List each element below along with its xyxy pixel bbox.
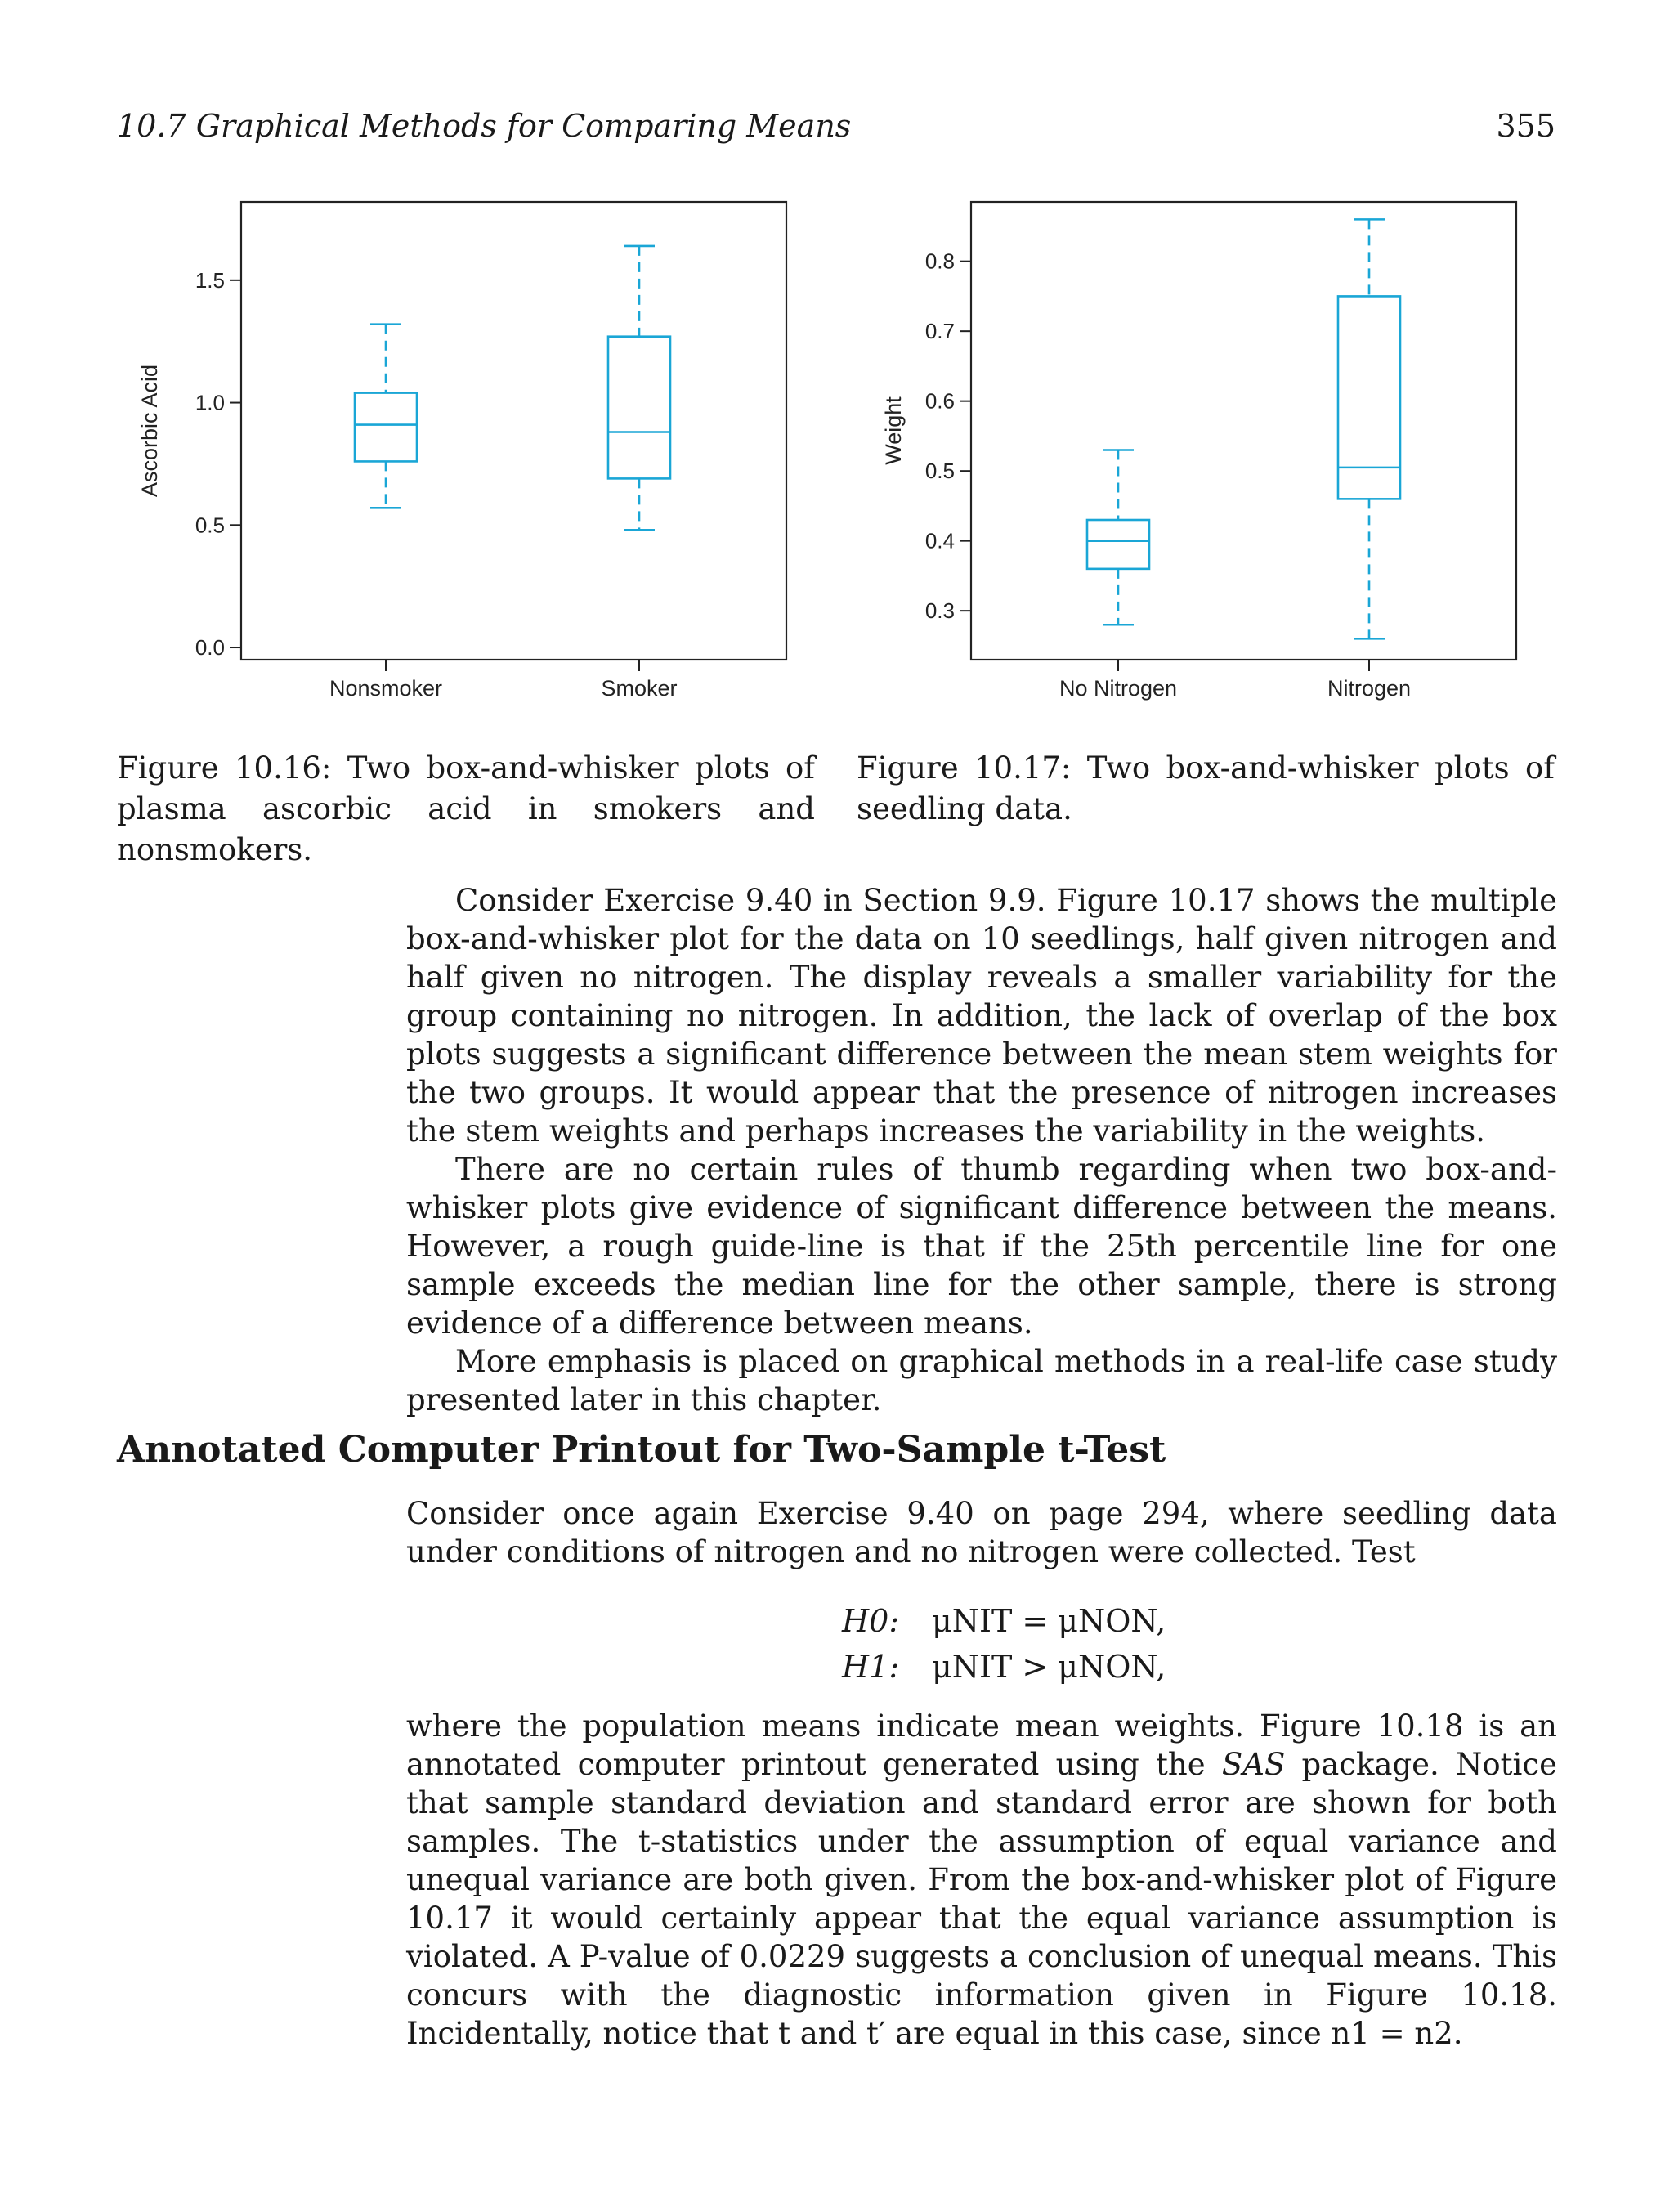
y-tick-label: 0.3 [924, 598, 955, 624]
paragraph: More emphasis is placed on graphical methods in a real-life case study presented later in this chapter. [406, 1344, 1557, 1417]
figure-10-16-caption: Figure 10.16: Two box-and-whisker plots of plasma ascorbic acid in smokers and nonsmokers. [117, 750, 815, 867]
x-tick-label: Nitrogen [1327, 676, 1412, 701]
body-text [406, 881, 1557, 1419]
paragraph: There are no certain rules of thumb regarding when two box-and-whisker plots give evidence of significant difference between the means. However, a rough guide-line is that if the 25th percentile line for one sample exceeds the median line for the other sample, there is strong evidence of a difference between means. [406, 1152, 1557, 1341]
iqr-box [355, 393, 417, 462]
x-tick-label: Smoker [601, 676, 678, 701]
section-body [406, 1707, 1557, 2053]
iqr-box [1087, 520, 1149, 569]
y-tick-label: 0.7 [924, 319, 955, 344]
figure-10-17-caption: Figure 10.17: Two box-and-whisker plots of seedling data. [857, 750, 1555, 826]
y-tick-label: 0.5 [195, 513, 225, 538]
page-number: 355 [1496, 108, 1555, 144]
sas-name: SAS [1221, 1747, 1286, 1782]
paragraph-part: where the population means indicate mean weights. Figure 10.18 is an annotated computer printout generated using the [406, 1708, 1557, 1782]
figure-10-17-boxplot [875, 192, 1529, 715]
y-axis-label: Weight [881, 396, 906, 465]
paragraph [406, 1707, 1557, 2053]
y-tick-label: 0.8 [924, 249, 955, 274]
paragraph: Consider Exercise 9.40 in Section 9.9. Figure 10.17 shows the multiple box-and-whisker plot for the data on 10 seedlings, half given nitrogen and half given no nitrogen. The display reveals a smaller variability for the group containing no nitrogen. In addition, the lack of overlap of the box plots suggests a significant difference between the mean stem weights for the two groups. It would appear that the presence of nitrogen increases the stem weights and perhaps increases the variability in the weights. [406, 883, 1557, 1149]
x-tick-label: No Nitrogen [1059, 676, 1178, 701]
running-header: 10.7 Graphical Methods for Comparing Means [117, 108, 852, 144]
h0-label: H0: [842, 1603, 900, 1639]
plot-frame [241, 202, 786, 660]
y-tick-label: 0.4 [924, 528, 955, 553]
section-intro [406, 1494, 1557, 1571]
section-title: Annotated Computer Printout for Two-Sample t-Test [117, 1429, 1166, 1471]
figure-10-16-boxplot [123, 192, 801, 715]
y-tick-label: 0.6 [924, 388, 955, 414]
null-hypothesis [842, 1598, 1166, 1644]
h1-expression: μNIT > μNON, [932, 1649, 1166, 1685]
paragraph: Consider once again Exercise 9.40 on page 294, where seedling data under conditions of nitrogen and no nitrogen were collected. Test [406, 1496, 1557, 1569]
alternative-hypothesis [842, 1644, 1166, 1690]
y-tick-label: 1.5 [195, 267, 225, 293]
y-tick-label: 0.0 [195, 635, 225, 660]
iqr-box [608, 337, 670, 479]
h0-expression: μNIT = μNON, [932, 1603, 1166, 1639]
x-tick-label: Nonsmoker [329, 676, 443, 701]
y-tick-label: 1.0 [195, 390, 225, 415]
hypotheses [842, 1598, 1166, 1690]
h1-label: H1: [842, 1649, 900, 1685]
plot-frame [971, 202, 1516, 660]
y-axis-label: Ascorbic Acid [137, 364, 162, 498]
paragraph-part: package. Notice that sample standard deviation and standard error are shown for both samples. The t-statistics under the assumption of equal variance and unequal variance are both given. From the box-and-whisker plot of Figure 10.17 it would certainly appear that the equal variance assumption is violated. A P-value of 0.0229 suggests a conclusion of unequal means. This concurs with the diagnostic information given in Figure 10.18. Incidentally, notice that t and t′ are equal in this case, since n1 = n2. [406, 1747, 1557, 2051]
y-tick-label: 0.5 [924, 459, 955, 484]
